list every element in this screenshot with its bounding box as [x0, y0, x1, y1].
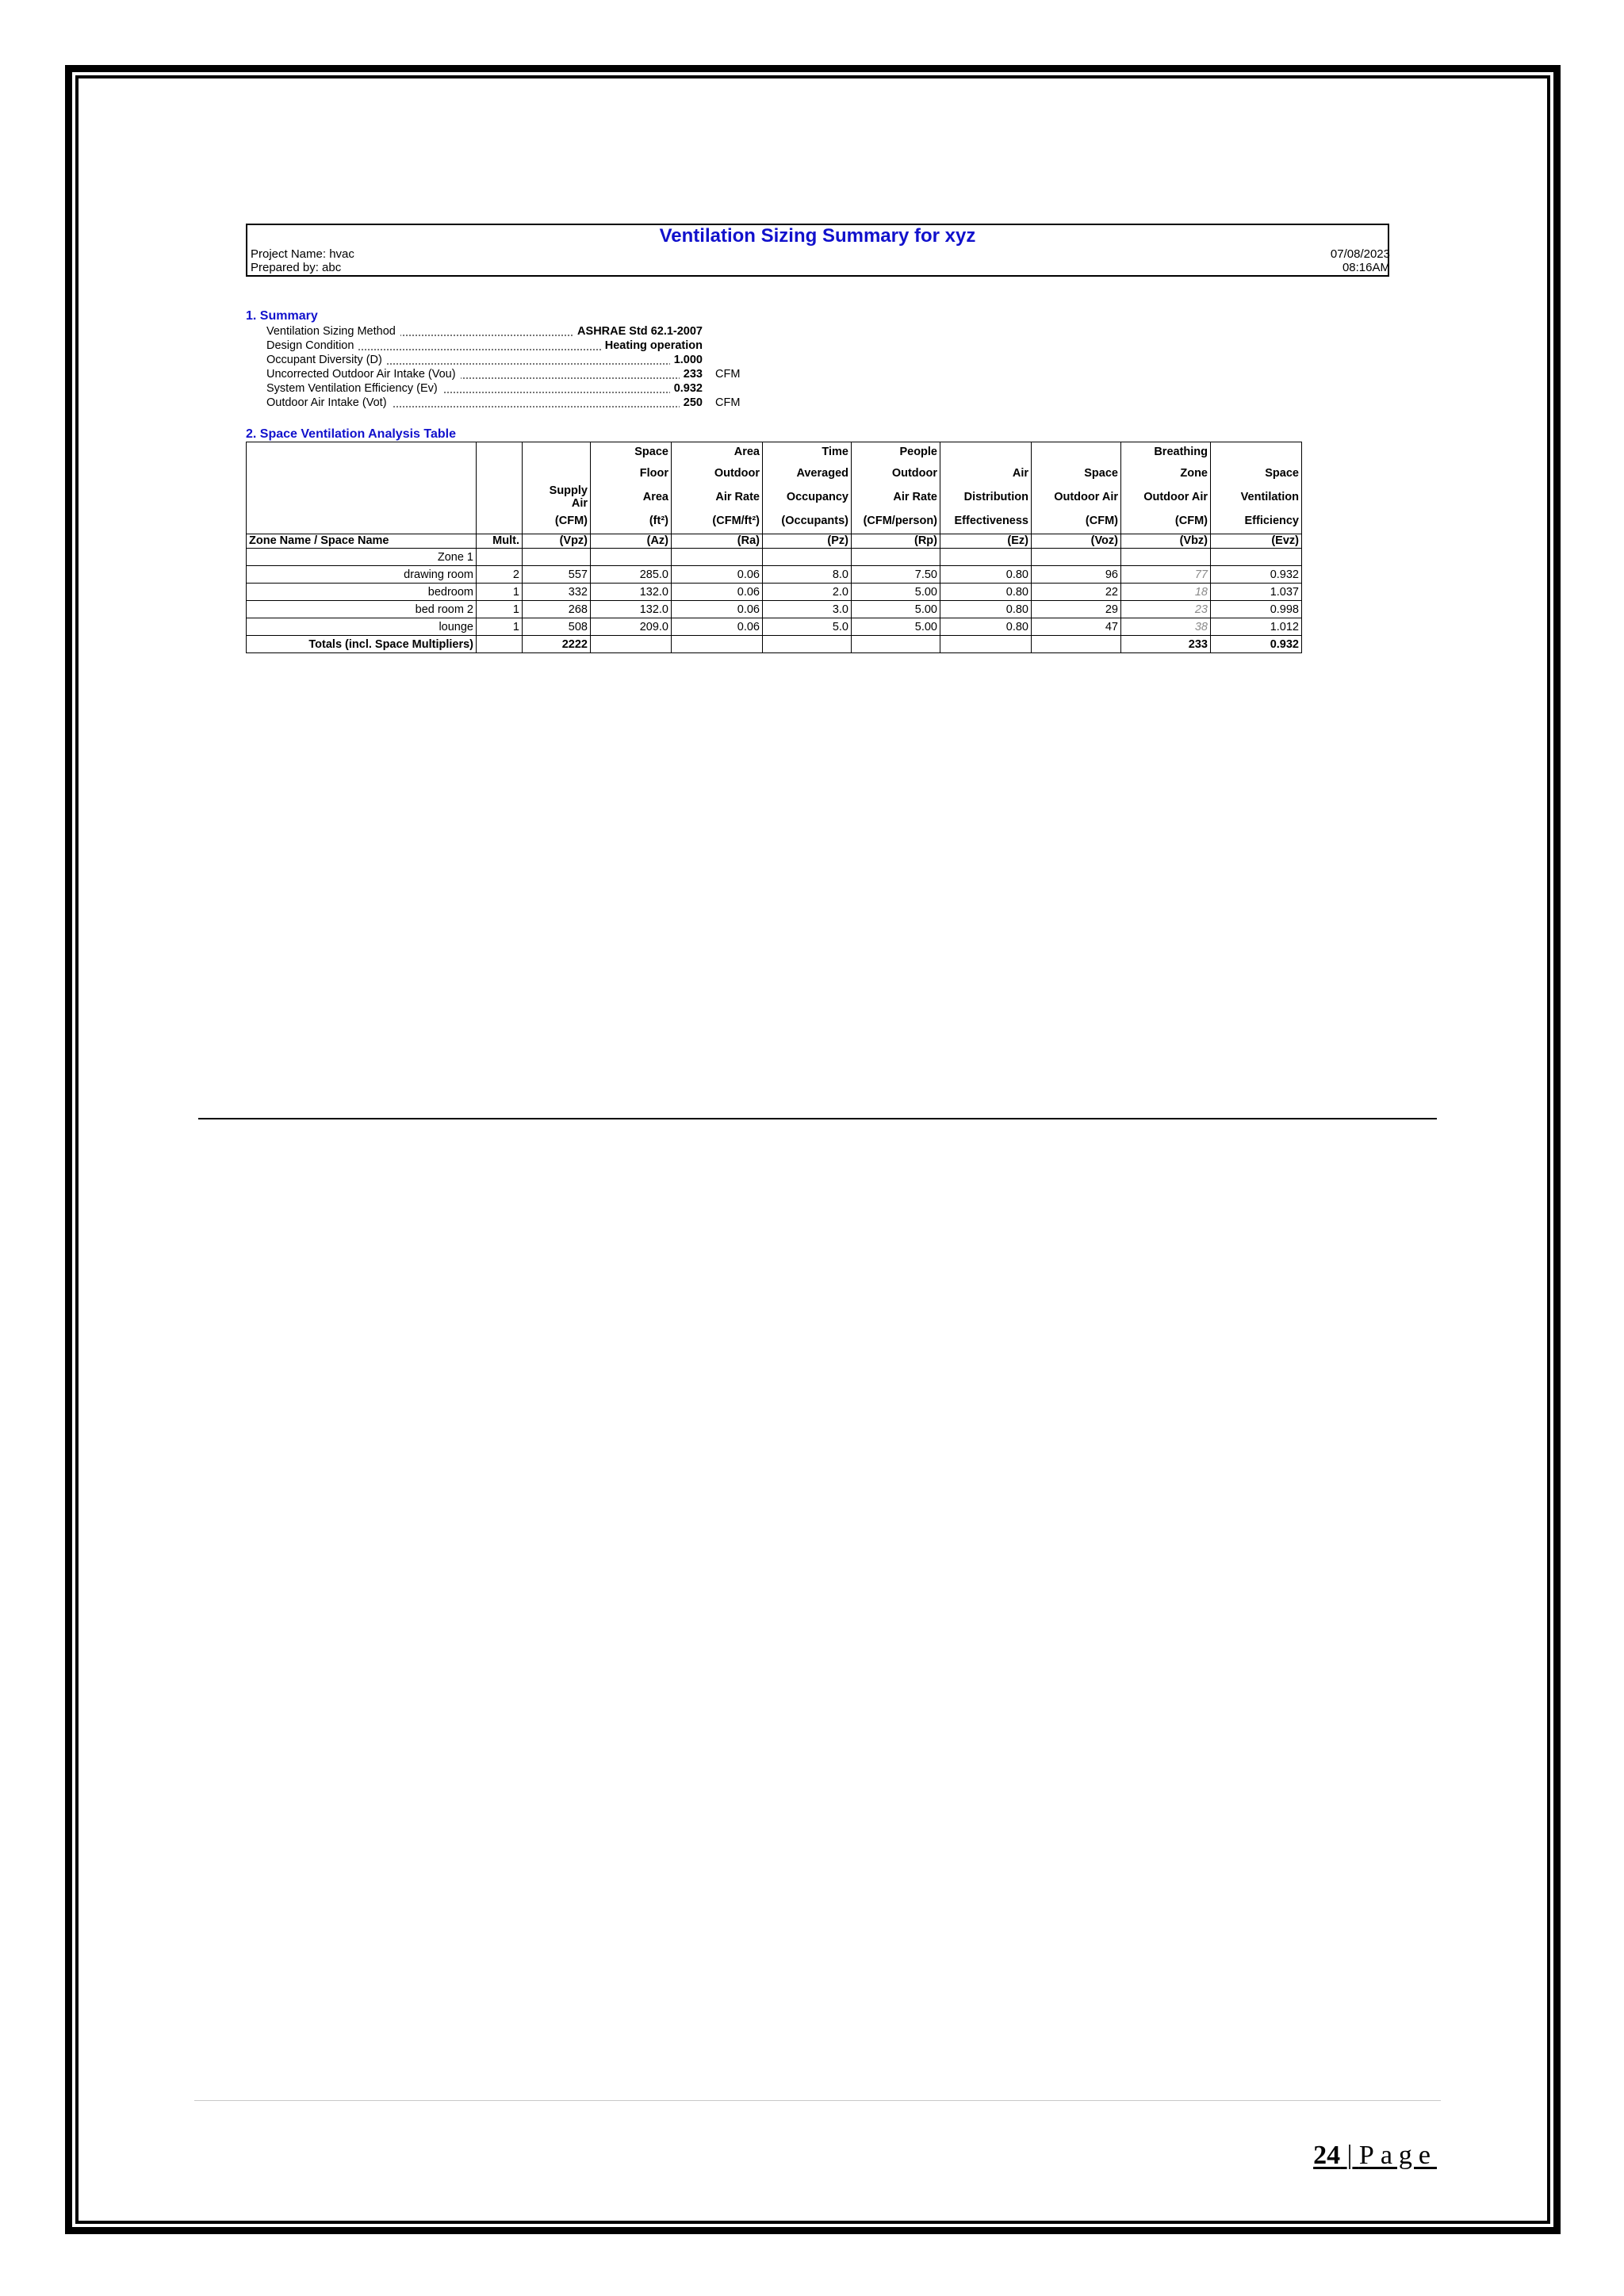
col-header-voz: Space Outdoor Air (CFM) — [1032, 442, 1121, 534]
cell-rp: 5.00 — [852, 601, 940, 618]
cell-vpz: 508 — [523, 618, 591, 636]
cell-vpz: 557 — [523, 566, 591, 584]
cell-vbz: 77 — [1121, 566, 1211, 584]
cell-mult: 1 — [477, 584, 523, 601]
summary-row — [266, 396, 750, 410]
summary-value: 233 — [680, 367, 703, 381]
col-abbr-az: (Az) — [591, 534, 672, 549]
cell-ra: 0.06 — [672, 566, 763, 584]
table-row — [247, 566, 1302, 584]
cell-pz: 3.0 — [763, 601, 852, 618]
table-heading: 2. Space Ventilation Analysis Table — [246, 427, 456, 441]
report-title: Ventilation Sizing Summary for xyz — [659, 225, 976, 247]
cell-vbz: 38 — [1121, 618, 1211, 636]
col-abbr-vpz: (Vpz) — [523, 534, 591, 549]
cell-vpz: 332 — [523, 584, 591, 601]
cell-rp: 5.00 — [852, 584, 940, 601]
zone-label: Zone 1 — [247, 549, 477, 566]
summary-value: ASHRAE Std 62.1-2007 — [573, 324, 703, 339]
cell-evz: 1.012 — [1211, 618, 1302, 636]
cell-evz: 1.037 — [1211, 584, 1302, 601]
summary-row — [266, 367, 750, 381]
space-name: lounge — [247, 618, 477, 636]
space-name: drawing room — [247, 566, 477, 584]
col-abbr-mult: Mult. — [477, 534, 523, 549]
total-vbz: 233 — [1121, 636, 1211, 653]
col-header-ra: Area Outdoor Air Rate (CFM/ft²) — [672, 442, 763, 534]
space-name: bed room 2 — [247, 601, 477, 618]
cell-voz: 47 — [1032, 618, 1121, 636]
col-header-vbz: Breathing Zone Outdoor Air (CFM) — [1121, 442, 1211, 534]
cell-ez: 0.80 — [940, 566, 1032, 584]
totals-label: Totals (incl. Space Multipliers) — [247, 636, 477, 653]
summary-value: 250 — [680, 396, 703, 410]
cell-voz: 22 — [1032, 584, 1121, 601]
cell-mult: 1 — [477, 601, 523, 618]
cell-rp: 7.50 — [852, 566, 940, 584]
zone-row — [247, 549, 1302, 566]
cell-vbz: 23 — [1121, 601, 1211, 618]
table-header-row — [247, 442, 1302, 534]
summary-value: 1.000 — [670, 353, 703, 367]
summary-label: Occupant Diversity (D) — [266, 354, 387, 366]
cell-ez: 0.80 — [940, 584, 1032, 601]
cell-evz: 0.932 — [1211, 566, 1302, 584]
table-row — [247, 601, 1302, 618]
col-header-zone — [247, 442, 477, 534]
summary-label: Design Condition — [266, 339, 358, 352]
report-header — [246, 224, 1389, 277]
cell-pz: 5.0 — [763, 618, 852, 636]
cell-rp: 5.00 — [852, 618, 940, 636]
cell-evz: 0.998 — [1211, 601, 1302, 618]
total-evz: 0.932 — [1211, 636, 1302, 653]
col-abbr-pz: (Pz) — [763, 534, 852, 549]
col-abbr-ez: (Ez) — [940, 534, 1032, 549]
page-number: 24 — [1313, 2141, 1341, 2170]
cell-ez: 0.80 — [940, 601, 1032, 618]
col-header-mult — [477, 442, 523, 534]
summary-unit: CFM — [715, 396, 741, 409]
table-abbr-row — [247, 534, 1302, 549]
summary-label: Ventilation Sizing Method — [266, 325, 400, 338]
cell-vbz: 18 — [1121, 584, 1211, 601]
cell-mult: 1 — [477, 618, 523, 636]
table-row — [247, 584, 1302, 601]
col-header-pz: Time Averaged Occupancy (Occupants) — [763, 442, 852, 534]
col-header-ez: Air Distribution Effectiveness — [940, 442, 1032, 534]
report-meta-right — [1331, 247, 1390, 274]
summary-row — [266, 324, 750, 339]
cell-pz: 8.0 — [763, 566, 852, 584]
summary-row — [266, 381, 750, 396]
totals-row — [247, 636, 1302, 653]
project-name: Project Name: hvac — [251, 247, 354, 261]
col-abbr-vbz: (Vbz) — [1121, 534, 1211, 549]
cell-ez: 0.80 — [940, 618, 1032, 636]
col-abbr-evz: (Evz) — [1211, 534, 1302, 549]
summary-value: 0.932 — [670, 381, 703, 396]
report-date: 07/08/2023 — [1330, 247, 1390, 261]
prepared-by: Prepared by: abc — [251, 261, 342, 274]
cell-voz: 96 — [1032, 566, 1121, 584]
cell-ra: 0.06 — [672, 584, 763, 601]
page-word: Page — [1358, 2141, 1437, 2170]
summary-label: System Ventilation Efficiency (Ev) — [266, 382, 442, 395]
summary-block — [266, 324, 750, 410]
col-abbr-ra: (Ra) — [672, 534, 763, 549]
page-separator: | — [1346, 2141, 1353, 2170]
cell-ra: 0.06 — [672, 601, 763, 618]
cell-vpz: 268 — [523, 601, 591, 618]
cell-az: 209.0 — [591, 618, 672, 636]
total-vpz: 2222 — [523, 636, 591, 653]
summary-label: Outdoor Air Intake (Vot) — [266, 396, 392, 409]
report-meta-left — [251, 247, 354, 274]
cell-az: 132.0 — [591, 584, 672, 601]
summary-row — [266, 339, 750, 353]
col-header-evz: Space Ventilation Efficiency — [1211, 442, 1302, 534]
summary-row — [266, 353, 750, 367]
cell-voz: 29 — [1032, 601, 1121, 618]
col-header-az: Space Floor Area (ft²) — [591, 442, 672, 534]
cell-ra: 0.06 — [672, 618, 763, 636]
table-row — [247, 618, 1302, 636]
col-abbr-rp: (Rp) — [852, 534, 940, 549]
report-time: 08:16AM — [1342, 261, 1390, 274]
cell-az: 132.0 — [591, 601, 672, 618]
cell-mult: 2 — [477, 566, 523, 584]
space-name: bedroom — [247, 584, 477, 601]
col-header-rp: People Outdoor Air Rate (CFM/person) — [852, 442, 940, 534]
summary-heading: 1. Summary — [246, 309, 318, 323]
col-abbr-voz: (Voz) — [1032, 534, 1121, 549]
space-ventilation-table — [246, 442, 1302, 653]
cell-az: 285.0 — [591, 566, 672, 584]
summary-value: Heating operation — [601, 339, 703, 353]
col-abbr-zone: Zone Name / Space Name — [247, 534, 477, 549]
col-header-vpz: Supply Air (CFM) — [523, 442, 591, 534]
page-number-footer — [1313, 2141, 1437, 2171]
footer-rule — [194, 2100, 1441, 2101]
section-divider — [198, 1118, 1437, 1119]
summary-label: Uncorrected Outdoor Air Intake (Vou) — [266, 368, 461, 381]
cell-pz: 2.0 — [763, 584, 852, 601]
summary-unit: CFM — [715, 368, 741, 381]
